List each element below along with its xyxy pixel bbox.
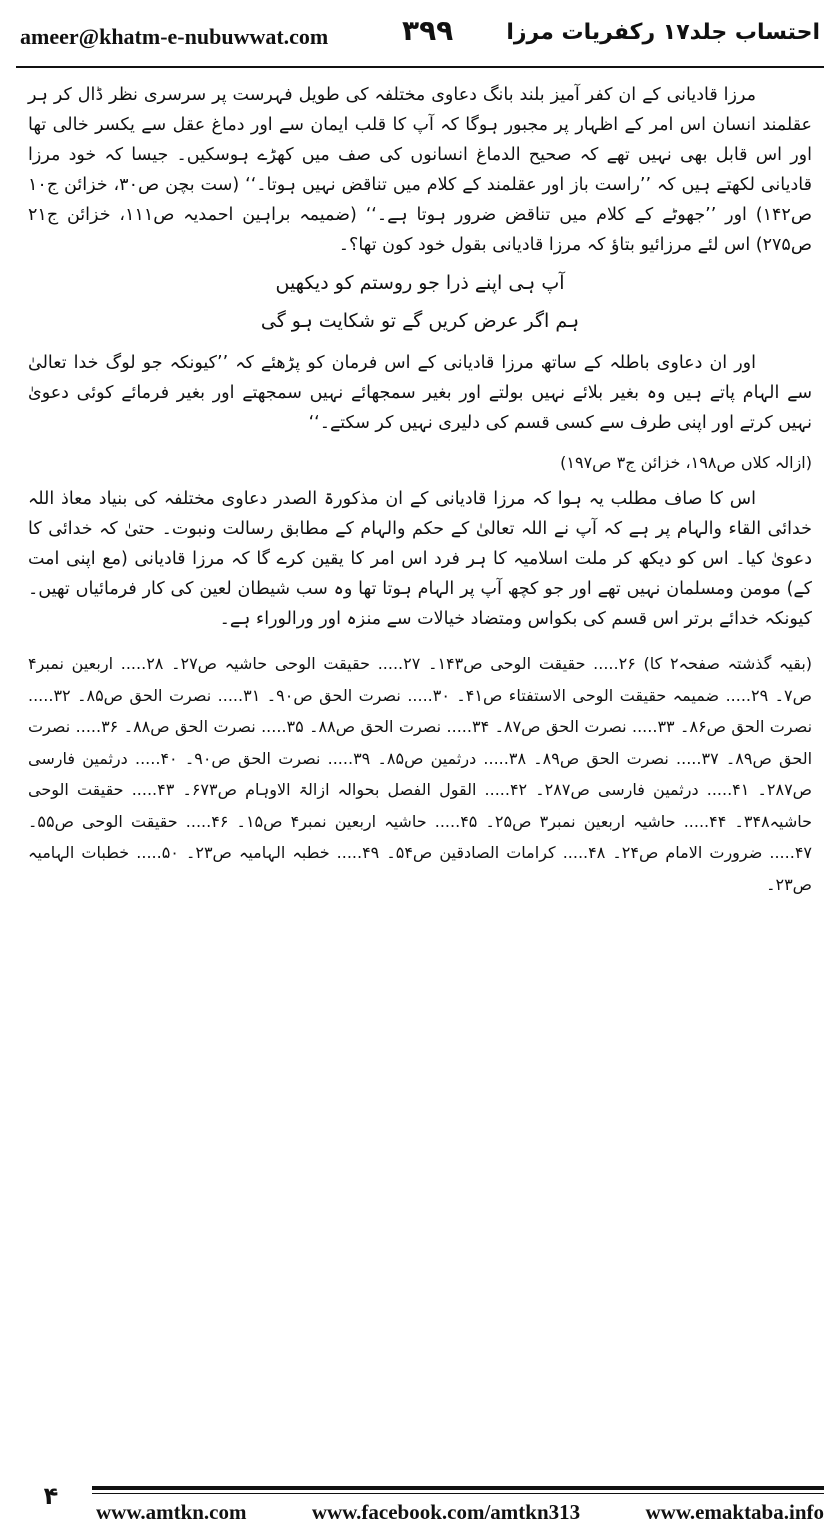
poem-line-1: آپ ہی اپنے ذرا جو روستم کو دیکھیں bbox=[275, 272, 565, 294]
body-paragraph-2: اور ان دعاوی باطلہ کے ساتھ مرزا قادیانی کے اس فرمان کو پڑھئے کہ ’’کیونکہ جو لوگ خدا تعالیٰ سے الہام پاتے ہیں وہ بغیر بلائے نہیں بولتے اور بغیر سمجھائے نہیں سمجھتے اور بغیر فرمائے کوئی دعویٰ نہیں کرتے اور اپنی طرف سے کسی قسم کی دلیری نہیں کر سکتے۔‘‘ bbox=[28, 353, 812, 433]
citation-reference: (ازالہ کلاں ص۱۹۸، خزائن ج۳ ص۱۹۷) bbox=[560, 453, 812, 472]
body-paragraph-3: اس کا صاف مطلب یہ ہوا کہ مرزا قادیانی کے ان مذکورۃ الصدر دعاوی مختلفہ کی بنیاد معاذ اللہ خدائی القاء والہام پر ہے کہ آپ نے اللہ تعالیٰ کے حکم والہام کے مطابق رسالت ونبوت۔ حتیٰ کہ خدائی کا دعویٰ کیا۔ اس کو دیکھ کر ملت اسلامیہ کا ہر فرد اس امر کا یقین کرے گا کہ مرزا قادیانی (مع اپنی امت کے) مومن ومسلمان نہیں تھے اور جو کچھ آپ پر الہام ہوتا تھا وہ سب شیطان لعین کی کار فرمائیاں تھیں۔ کیونکہ خدائے برتر اس قسم کی بکواس ومتضاد خیالات سے منزہ اور ورالوراء ہے۔ bbox=[28, 489, 812, 629]
footer-divider-thick bbox=[92, 1486, 824, 1490]
page-body bbox=[28, 80, 812, 900]
footnotes: (بقیہ گذشتہ صفحہ۲ کا) ۲۶..... حقیقت الوحی ص۱۴۳۔ ۲۷..... حقیقت الوحی حاشیہ ص۲۷۔ ۲۸..... اربعین نمبر۴ ص۷۔ ۲۹..... ضمیمہ حقیقت الوحی الاستفتاء ص۴۱۔ ۳۰..... نصرت الحق ص۹۰۔ ۳۱..... نصرت الحق ص۸۵۔ ۳۲..... نصرت الحق ص۸۶۔ ۳۳..... نصرت الحق ص۸۷۔ ۳۴..... نصرت الحق ص۸۸۔ ۳۵..... نصرت الحق ص۸۸۔ ۳۶..... نصرت الحق ص۸۹۔ ۳۷..... نصرت الحق ص۸۹۔ ۳۸..... درثمین ص۸۵۔ ۳۹..... نصرت الحق ص۹۰۔ ۴۰..... درثمین فارسی ص۲۸۷۔ ۴۱..... درثمین فارسی ص۲۸۷۔ ۴۲..... القول الفصل بحوالہ ازالۃ الاوہام ص۶۷۳۔ ۴۳..... حقیقت الوحی حاشیہ۳۴۸۔ ۴۴..... حاشیہ اربعین نمبر۳ ص۲۵۔ ۴۵..... حاشیہ اربعین نمبر۴ ص۱۵۔ ۴۶..... حقیقت الوحی ص۵۵۔ ۴۷..... ضرورت الامام ص۲۴۔ ۴۸..... کرامات الصادقین ص۵۴۔ ۴۹..... خطبہ الہامیہ ص۲۳۔ ۵۰..... خطبات الہامیہ ص۲۳۔ bbox=[28, 654, 813, 894]
footer-link-amtkn[interactable]: www.amtkn.com bbox=[96, 1500, 247, 1524]
poem-line-2: ہم اگر عرض کریں گے تو شکایت ہو گی bbox=[260, 310, 580, 332]
footer-links bbox=[96, 1500, 824, 1525]
footer-link-facebook[interactable]: www.facebook.com/amtkn313 bbox=[311, 1500, 581, 1524]
header-divider bbox=[16, 66, 824, 68]
header-page-number: ۳۹۹ bbox=[402, 14, 454, 47]
footer-divider-thin bbox=[92, 1493, 824, 1494]
page-header bbox=[16, 14, 824, 54]
poem-couplet bbox=[28, 264, 812, 340]
header-book-title: احتساب جلد۱۷ رکفریات مرزا bbox=[506, 20, 820, 45]
page-footer bbox=[0, 1476, 840, 1540]
footer-link-emaktaba[interactable]: www.emaktaba.info bbox=[645, 1500, 824, 1524]
footer-page-number: ۴ bbox=[43, 1482, 59, 1510]
body-paragraph-1: مرزا قادیانی کے ان کفر آمیز بلند بانگ دعاوی مختلفہ کی طویل فہرست پر سرسری نظر ڈال کر ہر عقلمند انسان اس امر کے اظہار پر مجبور ہوگا کہ آپ کا قلب ایمان سے اور دماغ عقل سے یکسر خالی تھا اور اس قابل بھی نہیں تھے کہ صحیح الدماغ انسانوں کی صف میں کھڑے ہوسکیں۔ جیسا کہ خود مرزا قادیانی لکھتے ہیں کہ ’’راست باز اور عقلمند کے کلام میں تناقض نہیں ہوتا۔‘‘ (ست بچن ص۳۰، خزائن ج۱۰ ص۱۴۲) اور ’’جھوٹے کے کلام میں تناقض ضرور ہوتا ہے۔‘‘ (ضمیمہ براہین احمدیہ ص۱۱۱، خزائن ج۲۱ ص۲۷۵) اس لئے مرزائیو بتاؤ کہ مرزا قادیانی بقول خود کون تھا؟۔ bbox=[28, 85, 812, 255]
header-email: ameer@khatm-e-nubuwwat.com bbox=[20, 24, 329, 49]
